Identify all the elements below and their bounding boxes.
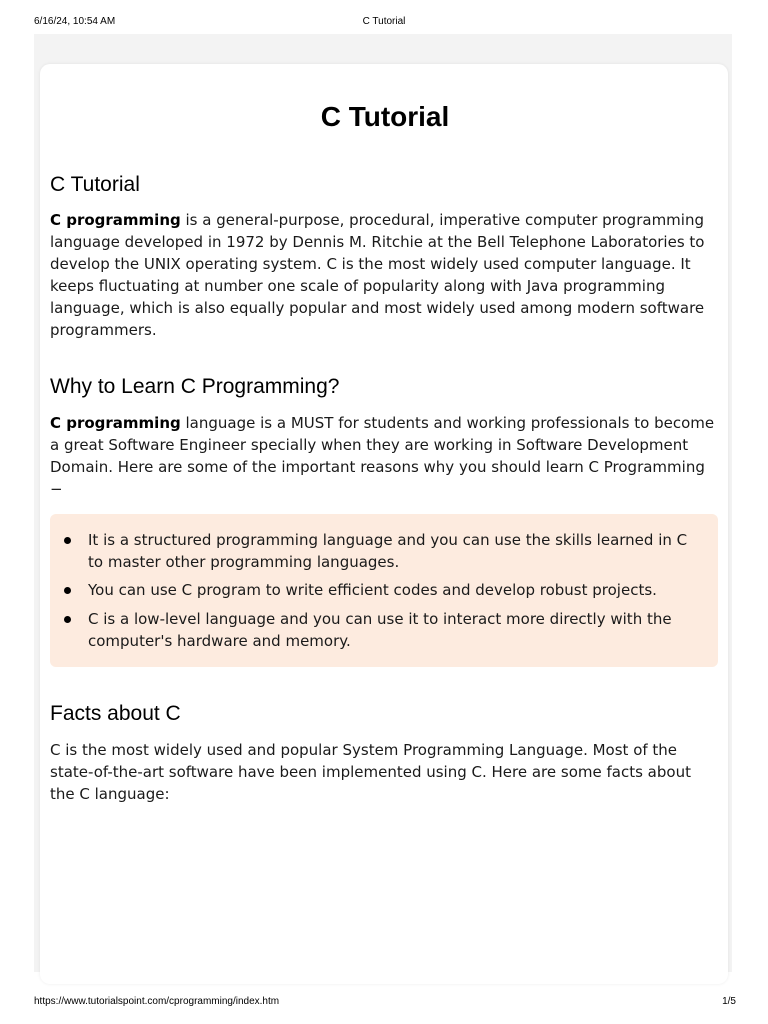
section-heading-facts: Facts about C [50,702,181,725]
intro-paragraph [50,209,720,341]
why-paragraph [50,412,720,500]
reasons-callout [50,514,718,667]
print-page-number: 1/5 [722,996,736,1007]
intro-bold-term: C programming [50,211,181,229]
page-title: C Tutorial [320,101,450,132]
reason-text: You can use C program to write efficient codes and develop robust projects. [88,581,657,599]
reason-text: It is a structured programming language and you can use the skills learned in C to master other programming languages. [88,531,688,571]
section-heading-intro: C Tutorial [50,173,140,196]
facts-paragraph: C is the most widely used and popular System Programming Language. Most of the state-of-the-art software have been implemented using C. Here are some facts about the C language: [50,741,691,803]
reason-text: C is a low-level language and you can use it to interact more directly with the computer's hardware and memory. [88,610,672,650]
print-header [0,16,768,30]
list-item [88,579,706,601]
list-item [88,529,706,573]
print-doc-title: C Tutorial [362,16,406,27]
print-footer [0,996,768,1010]
list-item [88,608,706,652]
print-datetime: 6/16/24, 10:54 AM [34,16,116,27]
print-url[interactable]: https://www.tutorialspoint.com/cprogramming/index.htm [34,996,280,1007]
why-text: language is a MUST for students and working professionals to become a great Software Engineer specially when they are working in Software Development Domain. Here are some of the important reasons why you should learn C Programming − [50,414,715,498]
section-heading-why: Why to Learn C Programming? [50,375,340,398]
why-bold-term: C programming [50,414,181,432]
bullet-icon [64,587,71,594]
intro-text: is a general-purpose, procedural, imperative computer programming language developed in 1972 by Dennis M. Ritchie at the Bell Telephone Laboratories to develop the UNIX operating system. C is the most widely used computer language. It keeps fluctuating at number one scale of popularity along with Java programming language, which is also equally popular and most widely used among modern software programmers. [50,211,705,339]
bullet-icon [64,537,71,544]
bullet-icon [64,616,71,623]
